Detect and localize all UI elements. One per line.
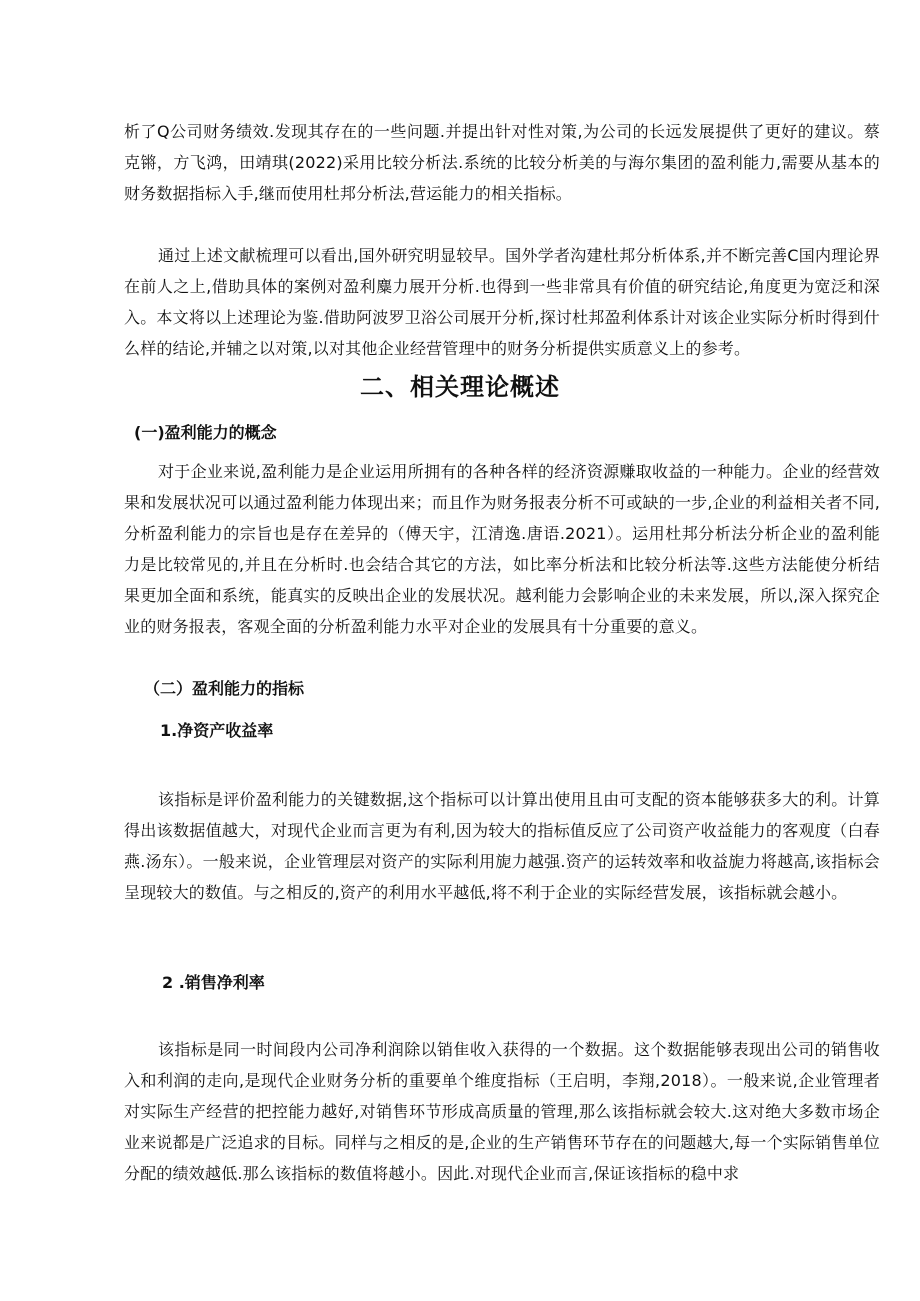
paragraph-literature-review-end: 析了Q公司财务绩效.发现其存在的一些问题.并提出针对性对策,为公司的长远发展提供了更好的建议。蔡克锵，方飞鸿，田靖琪(2022)采用比较分析法.系统的比较分析美的与海尔集团的盈利能力,需要从基本的财务数据指标入手,继而使用杜邦分析法,营运能力的相关指标。 (124, 122, 880, 203)
paragraph-net-profit-margin: 该指标是同一时间段内公司净利润除以销隹收入获得的一个数据。这个数据能够表现出公司的销售收入和利润的走向,是现代企业财务分析的重要单个维度指标（王启明，李翔,2018）。一般来说,企业管理者对实际生产经营的把控能力越好,对销售环节形成高质量的管理,那么该指标就会较大.这对绝大多数市场企业来说都是广泛追求的目标。同样与之相反的是,企业的生产销售环节存在的问题越大,每一个实际销售单位分配的绩效越低.那么该指标的数值将越小。因此.对现代企业而言,保证该指标的稳中求 (124, 1040, 880, 1183)
item-heading-roe: 1.净资产收益率 (160, 721, 274, 740)
paragraph-profitability-concept: 对于企业来说,盈利能力是企业运用所拥有的各种各样的经济资源赚取收益的一种能力。企业的经营效果和发展状况可以通过盈利能力体现出来；而且作为财务报表分析不可或缺的一步,企业的利益相关者不同,分析盈利能力的宗旨也是存在差异的（傅天宇，江清逸.唐语.2021）。运用杜邦分析法分析企业的盈利能力是比较常见的,并且在分析时.也会结合其它的方法，如比率分析法和比较分析法等.这些方法能使分析结果更加全面和系统，能真实的反映出企业的发展状况。越利能力会影响企业的未来发展，所以,深入探究企业的财务报表，客观全面的分析盈利能力水平对企业的发展具有十分重要的意义。 (124, 462, 880, 636)
subsection-heading-concept: (一)盈利能力的概念 (134, 423, 277, 442)
paragraph-literature-summary: 通过上述文献梳理可以看出,国外研究明显较早。国外学者沟建杜邦分析体系,并不断完善C国内理论界在前人之上,借助具体的案例对盈利麋力展开分析.也得到一些非常具有价值的研究结论,角度更为宽泛和深入。本文将以上述理论为鉴.借助阿波罗卫浴公司展开分析,探讨杜邦盈利体系计对该企业实际分析时得到什么样的结论,并辅之以对策,以对其他企业经营管理中的财务分析提供实质意义上的参考。 (124, 246, 880, 358)
subsection-heading-indicators: （二）盈利能力的指标 (144, 679, 305, 698)
item-heading-net-profit-margin: 2 .销售净利率 (162, 973, 265, 992)
section-title: 二、相关理论概述 (360, 373, 560, 401)
paragraph-roe: 该指标是评价盈利能力的关键数据,这个指标可以计算出使用且由可支配的资本能够获多大的利。计算得出该数据值越大，对现代企业而言更为有利,因为较大的指标值反应了公司资产收益能力的客观度（白春燕.汤东）。一般来说，企业管理层对资产的实际利用旎力越强.资产的运转效率和收益旎力将越高,该指标会呈现较大的数值。与之相反的,资产的利用水平越低,将不利于企业的实际经营发展，该指标就会越小。 (124, 790, 880, 902)
